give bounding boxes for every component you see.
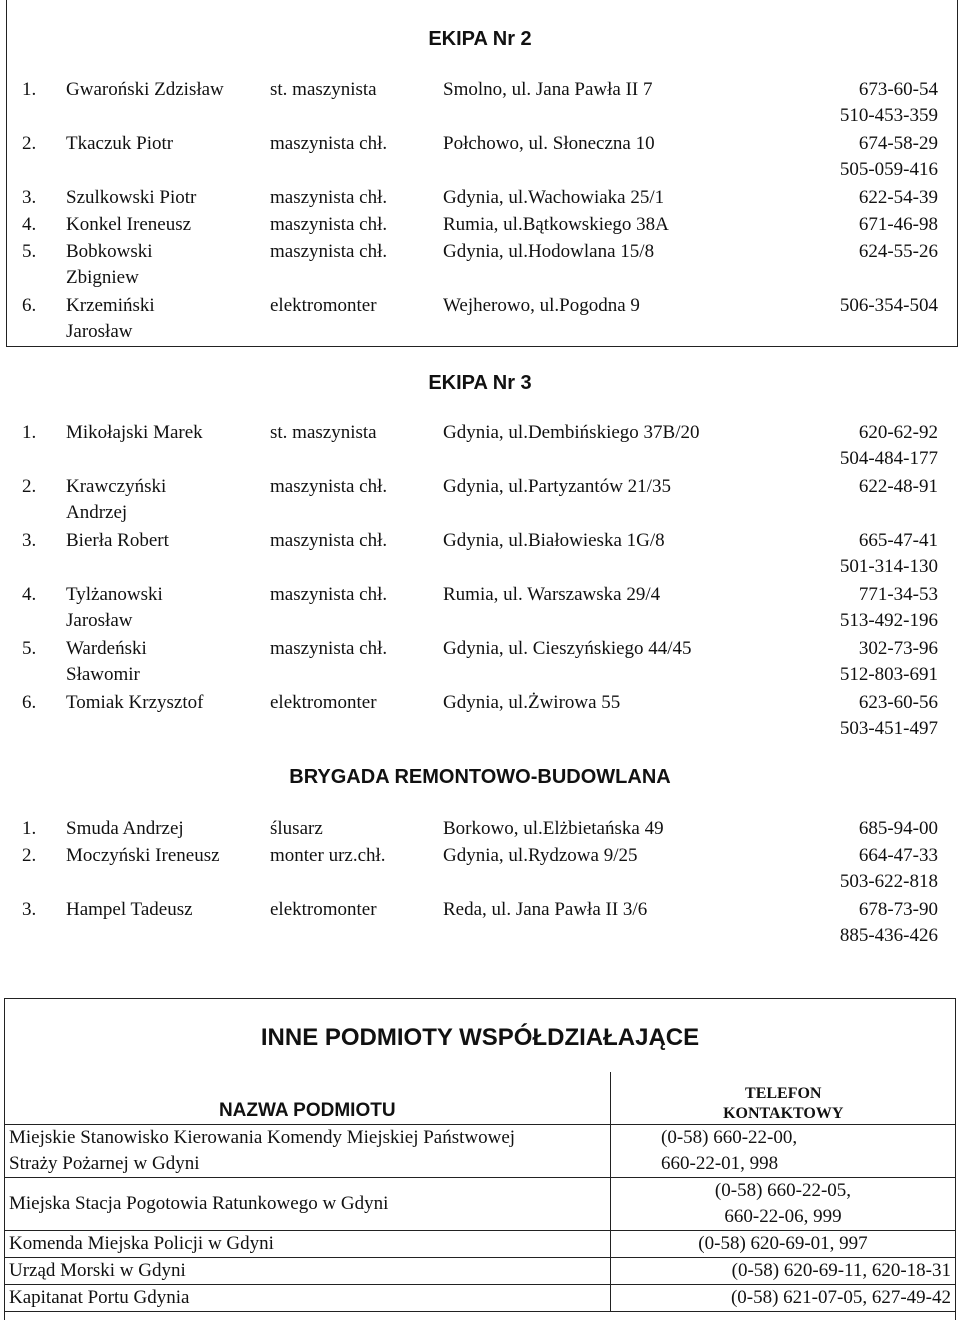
address: Gdynia, ul.Żwirowa 55 (443, 692, 621, 713)
person-name (66, 293, 155, 345)
entity-name (5, 1125, 611, 1178)
phone (840, 420, 938, 472)
person-name (66, 897, 193, 923)
address: Połchowo, ul. Słoneczna 10 (443, 133, 655, 154)
person-name-line: Bobkowski (66, 241, 153, 262)
role: maszynista chł. (270, 638, 388, 659)
phone-line: 623-60-56 (858, 692, 938, 713)
address: Gdynia, ul.Wachowiaka 25/1 (443, 187, 665, 208)
person-name (66, 528, 169, 554)
role: elektromonter (270, 899, 377, 920)
phone-line: 624-55-26 (858, 241, 938, 262)
role: elektromonter (270, 295, 377, 316)
address: Gdynia, ul.Hodowlana 15/8 (443, 241, 655, 262)
role: monter urz.chł. (270, 845, 386, 866)
person-name (66, 582, 163, 634)
person-name (66, 212, 191, 238)
phone (840, 636, 938, 688)
role: maszynista chł. (270, 187, 388, 208)
address: Gdynia, ul.Białowieska 1G/8 (443, 530, 665, 551)
person-name-line: Gwaroński Zdzisław (66, 79, 224, 100)
entity-phone-line: (0-58) 660-22-05, (714, 1180, 852, 1201)
role: maszynista chł. (270, 133, 388, 154)
item-number: 5. (22, 638, 37, 659)
item-number: 4. (22, 584, 37, 605)
item-number: 3. (22, 187, 37, 208)
role: maszynista chł. (270, 476, 388, 497)
phone (840, 897, 938, 949)
table-row (5, 1258, 956, 1285)
phone (840, 843, 938, 895)
address: Gdynia, ul.Rydzowa 9/25 (443, 845, 638, 866)
phone-line: 665-47-41 (858, 530, 938, 551)
role: maszynista chł. (270, 214, 388, 235)
entity-name (5, 1285, 611, 1312)
person-name-line: Jarosław (66, 321, 133, 342)
person-name-line: Moczyński Ireneusz (66, 845, 220, 866)
phone-line: 503-622-818 (839, 871, 938, 892)
item-number: 4. (22, 214, 37, 235)
phone (859, 816, 938, 842)
phone (859, 212, 938, 238)
role: maszynista chł. (270, 530, 388, 551)
inne-title: INNE PODMIOTY WSPÓŁDZIAŁAJĄCE (260, 1024, 700, 1051)
person-name-line: Jarosław (66, 610, 133, 631)
address: Gdynia, ul.Dembińskiego 37B/20 (443, 422, 700, 443)
person-name (66, 690, 203, 716)
table-row (5, 1178, 956, 1231)
inne-header-row (5, 1072, 956, 1125)
phone-line: 674-58-29 (858, 133, 938, 154)
address: Rumia, ul. Warszawska 29/4 (443, 584, 661, 605)
phone-line: 622-54-39 (858, 187, 938, 208)
person-name-line: Andrzej (66, 502, 128, 523)
phone-line: 510-453-359 (839, 105, 938, 126)
item-number: 2. (22, 476, 37, 497)
item-number: 1. (22, 79, 37, 100)
entity-name (5, 1178, 611, 1231)
entity-phone-line: (0-58) 660-22-00, (661, 1127, 798, 1148)
phone-line: 671-46-98 (858, 214, 938, 235)
phone (840, 528, 938, 580)
phone (840, 77, 938, 129)
phone (859, 474, 938, 500)
phone-line: 678-73-90 (858, 899, 938, 920)
role: st. maszynista (270, 79, 377, 100)
entity-phone (611, 1178, 956, 1231)
address: Reda, ul. Jana Pawła II 3/6 (443, 899, 648, 920)
phone-line: 771-34-53 (858, 584, 938, 605)
address: Smolno, ul. Jana Pawła II 7 (443, 79, 653, 100)
role: ślusarz (270, 818, 323, 839)
person-name (66, 474, 166, 526)
entity-name-line: Miejska Stacja Pogotowia Ratunkowego w Gdyni (9, 1193, 389, 1214)
phone-line: 501-314-130 (839, 556, 938, 577)
address: Gdynia, ul.Partyzantów 21/35 (443, 476, 671, 497)
entity-name-line: Kapitanat Portu Gdynia (9, 1287, 190, 1308)
phone-line: 685-94-00 (858, 818, 938, 839)
person-name (66, 185, 196, 211)
phone (840, 293, 938, 319)
person-name-line: Sławomir (66, 664, 140, 685)
phone (859, 185, 938, 211)
person-name-line: Hampel Tadeusz (66, 899, 193, 920)
entity-name (5, 1231, 611, 1258)
item-number: 1. (22, 818, 37, 839)
person-name-line: Krawczyński (66, 476, 167, 497)
address: Gdynia, ul. Cieszyńskiego 44/45 (443, 638, 692, 659)
person-name-line: Mikołajski Marek (66, 422, 203, 443)
person-name-line: Zbigniew (66, 267, 139, 288)
role: maszynista chł. (270, 584, 388, 605)
address: Wejherowo, ul.Pogodna 9 (443, 295, 640, 316)
ekipa3-title: EKIPA Nr 3 (428, 372, 532, 394)
person-name (66, 420, 203, 446)
entity-phone (611, 1285, 956, 1312)
phone-line: 622-48-91 (858, 476, 938, 497)
person-name-line: Smuda Andrzej (66, 818, 184, 839)
item-number: 2. (22, 133, 37, 154)
table-row (5, 1285, 956, 1312)
item-number: 3. (22, 530, 37, 551)
entity-phone-line: 660-22-01, 998 (661, 1153, 779, 1174)
entity-name-line: Straży Pożarnej w Gdyni (9, 1153, 200, 1174)
phone-line: 673-60-54 (858, 79, 938, 100)
role: elektromonter (270, 692, 377, 713)
person-name (66, 131, 173, 157)
entity-name (5, 1258, 611, 1285)
phone-line: 512-803-691 (839, 664, 938, 685)
entity-phone-line: (0-58) 620-69-01, 997 (698, 1233, 868, 1254)
phone-line: 505-059-416 (839, 159, 938, 180)
phone-line: 504-484-177 (839, 448, 938, 469)
col-tel-header-2: KONTAKTOWY (723, 1105, 844, 1122)
item-number: 2. (22, 845, 37, 866)
entity-phone (611, 1231, 956, 1258)
item-number: 6. (22, 692, 37, 713)
entity-phone-line: 660-22-06, 999 (724, 1206, 842, 1227)
col-name-header: NAZWA PODMIOTU (218, 1100, 396, 1121)
phone-line: 302-73-96 (858, 638, 938, 659)
table-row (5, 1125, 956, 1178)
person-name (66, 77, 224, 103)
phone-line: 620-62-92 (858, 422, 938, 443)
inne-table (4, 1072, 956, 1312)
person-name-line: Krzemiński (66, 295, 155, 316)
entity-name-line: Urząd Morski w Gdyni (9, 1260, 186, 1281)
ekipa2-title: EKIPA Nr 2 (428, 28, 532, 50)
person-name-line: Tomiak Krzysztof (66, 692, 204, 713)
person-name (66, 239, 153, 291)
person-name (66, 816, 184, 842)
phone-line: 506-354-504 (839, 295, 938, 316)
phone (840, 582, 938, 634)
phone-line: 503-451-497 (839, 718, 938, 739)
phone-line: 513-492-196 (839, 610, 938, 631)
person-name-line: Tkaczuk Piotr (66, 133, 174, 154)
entity-phone-line: (0-58) 620-69-11, 620-18-31 (731, 1260, 951, 1281)
table-row (5, 1231, 956, 1258)
item-number: 6. (22, 295, 37, 316)
address: Rumia, ul.Bątkowskiego 38A (443, 214, 669, 235)
person-name (66, 843, 220, 869)
role: st. maszynista (270, 422, 377, 443)
phone (840, 690, 938, 742)
entity-name-line: Komenda Miejska Policji w Gdyni (9, 1233, 274, 1254)
person-name-line: Szulkowski Piotr (66, 187, 197, 208)
address: Borkowo, ul.Elżbietańska 49 (443, 818, 664, 839)
entity-phone (611, 1258, 956, 1285)
phone-line: 664-47-33 (858, 845, 938, 866)
brygada-title: BRYGADA REMONTOWO-BUDOWLANA (289, 766, 671, 788)
item-number: 1. (22, 422, 37, 443)
person-name-line: Wardeński (66, 638, 147, 659)
entity-phone (611, 1125, 956, 1178)
col-tel-header-1: TELEFON (745, 1085, 822, 1102)
entity-name-line: Miejskie Stanowisko Kierowania Komendy Miejskiej Państwowej (9, 1127, 516, 1148)
person-name-line: Konkel Ireneusz (66, 214, 192, 235)
item-number: 3. (22, 899, 37, 920)
person-name (66, 636, 147, 688)
person-name-line: Tylżanowski (66, 584, 163, 605)
person-name-line: Bierła Robert (66, 530, 169, 551)
item-number: 5. (22, 241, 37, 262)
role: maszynista chł. (270, 241, 388, 262)
phone (840, 131, 938, 183)
phone-line: 885-436-426 (839, 925, 938, 946)
entity-phone-line: (0-58) 621-07-05, 627-49-42 (730, 1287, 951, 1308)
phone (859, 239, 938, 265)
